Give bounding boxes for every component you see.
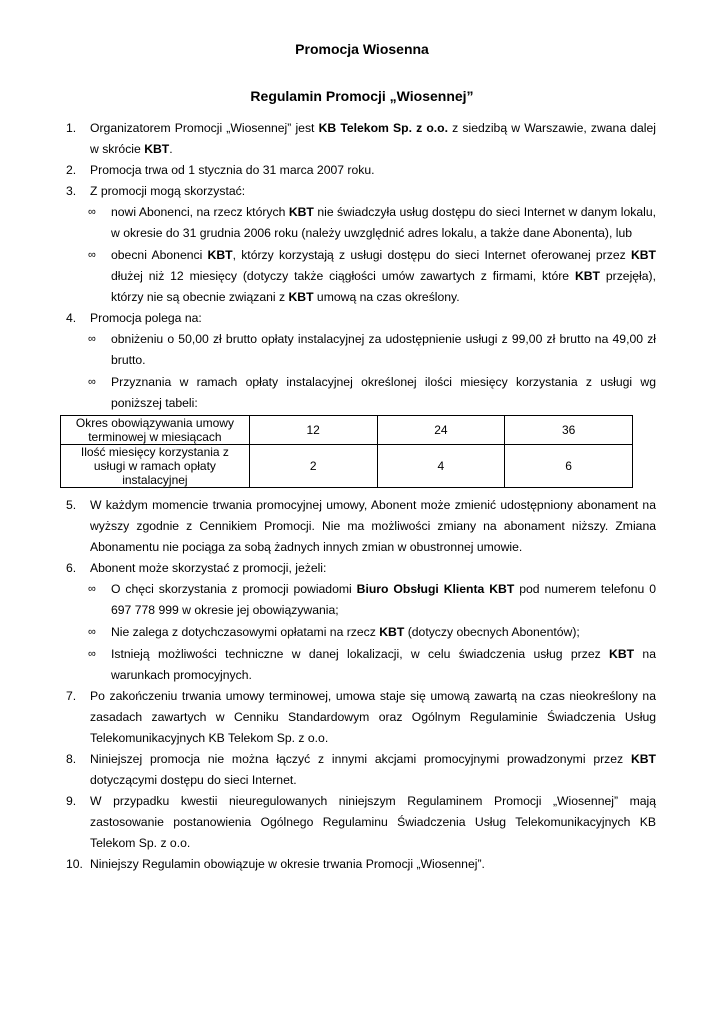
company-name: KB Telekom Sp. z o.o.	[318, 121, 449, 135]
list-item: 9. W przypadku kwestii nieuregulowanych niniejszym Regulaminem Promocji „Wiosennej” mają zastosowanie postanowienia Ogólnego Regulaminu Świadczenia Usług Telekomunikacyjnych KB Telekom Sp. z o.o.	[66, 791, 656, 854]
infinity-bullet-icon: ∞	[88, 583, 96, 595]
item-number: 4.	[66, 311, 77, 325]
list-item: 7. Po zakończeniu trwania umowy terminowej, umowa staje się umową zawartą na czas nieokreślony na zasadach zawartych w Cenniku Standardowym oraz Ogólnym Regulaminie Świadczenia Usług Telekomunikacyjnych KB Telekom Sp. z o.o.	[66, 686, 656, 749]
promotion-table	[60, 415, 633, 488]
item-number: 10.	[66, 857, 83, 871]
table-row	[61, 445, 633, 488]
infinity-bullet-icon: ∞	[88, 206, 96, 218]
sub-item: ∞ Nie zalega z dotychczasowymi opłatami na rzecz KBT (dotyczy obecnych Abonentów);	[66, 622, 656, 643]
list-item: 3. Z promocji mogą skorzystać:	[66, 181, 656, 202]
sub-item: ∞ nowi Abonenci, na rzecz których KBT nie świadczyła usług dostępu do sieci Internet w danym lokalu, w okresie do 31 grudnia 2006 roku (należy uwzględnić adres lokalu, a także dane Abonenta), lub	[66, 202, 656, 244]
item-number: 9.	[66, 794, 77, 808]
table-cell: 6	[505, 445, 633, 488]
table-cell: 24	[377, 416, 505, 445]
item-number: 1.	[66, 121, 77, 135]
table-cell: 2	[249, 445, 377, 488]
table-cell: 12	[249, 416, 377, 445]
sub-item: ∞ Przyznania w ramach opłaty instalacyjnej określonej ilości miesięcy korzystania z usługi wg poniższej tabeli:	[66, 372, 656, 414]
infinity-bullet-icon: ∞	[88, 333, 96, 345]
table-row-label: Okres obowiązywania umowy terminowej w miesiącach	[61, 416, 250, 445]
item-number: 8.	[66, 752, 77, 766]
item-number: 5.	[66, 498, 77, 512]
list-item: 10. Niniejszy Regulamin obowiązuje w okresie trwania Promocji „Wiosennej”.	[66, 854, 656, 875]
sub-item: ∞ obecni Abonenci KBT, którzy korzystają z usługi dostępu do sieci Internet oferowanej przez KBT dłużej niż 12 miesięcy (dotyczy także ciągłości umów zawartych z firmami, które KBT przejęła), którzy nie są obecnie związani z KBT umową na czas określony.	[66, 245, 656, 308]
document-subtitle: Regulamin Promocji „Wiosennej”	[250, 88, 474, 104]
table-cell: 36	[505, 416, 633, 445]
table-row-label: Ilość miesięcy korzystania z usługi w ramach opłaty instalacyjnej	[61, 445, 250, 488]
list-item: 5. W każdym momencie trwania promocyjnej umowy, Abonent może zmienić udostępniony abonament na wyższy zgodnie z Cennikiem Promocji. Nie ma możliwości zmiany na abonament niższy. Zmiana Abonamentu nie pociąga za sobą żadnych innych zmian w obustronnej umowie.	[66, 495, 656, 558]
sub-item: ∞ obniżeniu o 50,00 zł brutto opłaty instalacyjnej za udostępnienie usługi z 99,00 zł brutto na 49,00 zł brutto.	[66, 329, 656, 371]
list-item: 4. Promocja polega na:	[66, 308, 656, 329]
regulations-list	[66, 118, 656, 875]
infinity-bullet-icon: ∞	[88, 648, 96, 660]
list-item: 6. Abonent może skorzystać z promocji, jeżeli:	[66, 558, 656, 579]
document-title: Promocja Wiosenna	[295, 41, 429, 57]
infinity-bullet-icon: ∞	[88, 626, 96, 638]
sub-item: ∞ Istnieją możliwości techniczne w danej lokalizacji, w celu świadczenia usług przez KBT na warunkach promocyjnych.	[66, 644, 656, 686]
list-item: 2. Promocja trwa od 1 stycznia do 31 marca 2007 roku.	[66, 160, 656, 181]
sub-item: ∞ O chęci skorzystania z promocji powiadomi Biuro Obsługi Klienta KBT pod numerem telefonu 0 697 778 999 w okresie jej obowiązywania;	[66, 579, 656, 621]
company-abbr: KBT	[144, 142, 170, 156]
table-cell: 4	[377, 445, 505, 488]
item-number: 2.	[66, 163, 77, 177]
list-item: 8. Niniejszej promocja nie można łączyć z innymi akcjami promocyjnymi prowadzonymi przez KBT dotyczącymi dostępu do sieci Internet.	[66, 749, 656, 791]
item-number: 3.	[66, 184, 77, 198]
item-number: 6.	[66, 561, 77, 575]
table-row	[61, 416, 633, 445]
infinity-bullet-icon: ∞	[88, 249, 96, 261]
infinity-bullet-icon: ∞	[88, 376, 96, 388]
item-number: 7.	[66, 689, 77, 703]
list-item: 1. Organizatorem Promocji „Wiosennej” jest KB Telekom Sp. z o.o. z siedzibą w Warszawie, zwana dalej w skrócie KBT.	[66, 118, 656, 160]
